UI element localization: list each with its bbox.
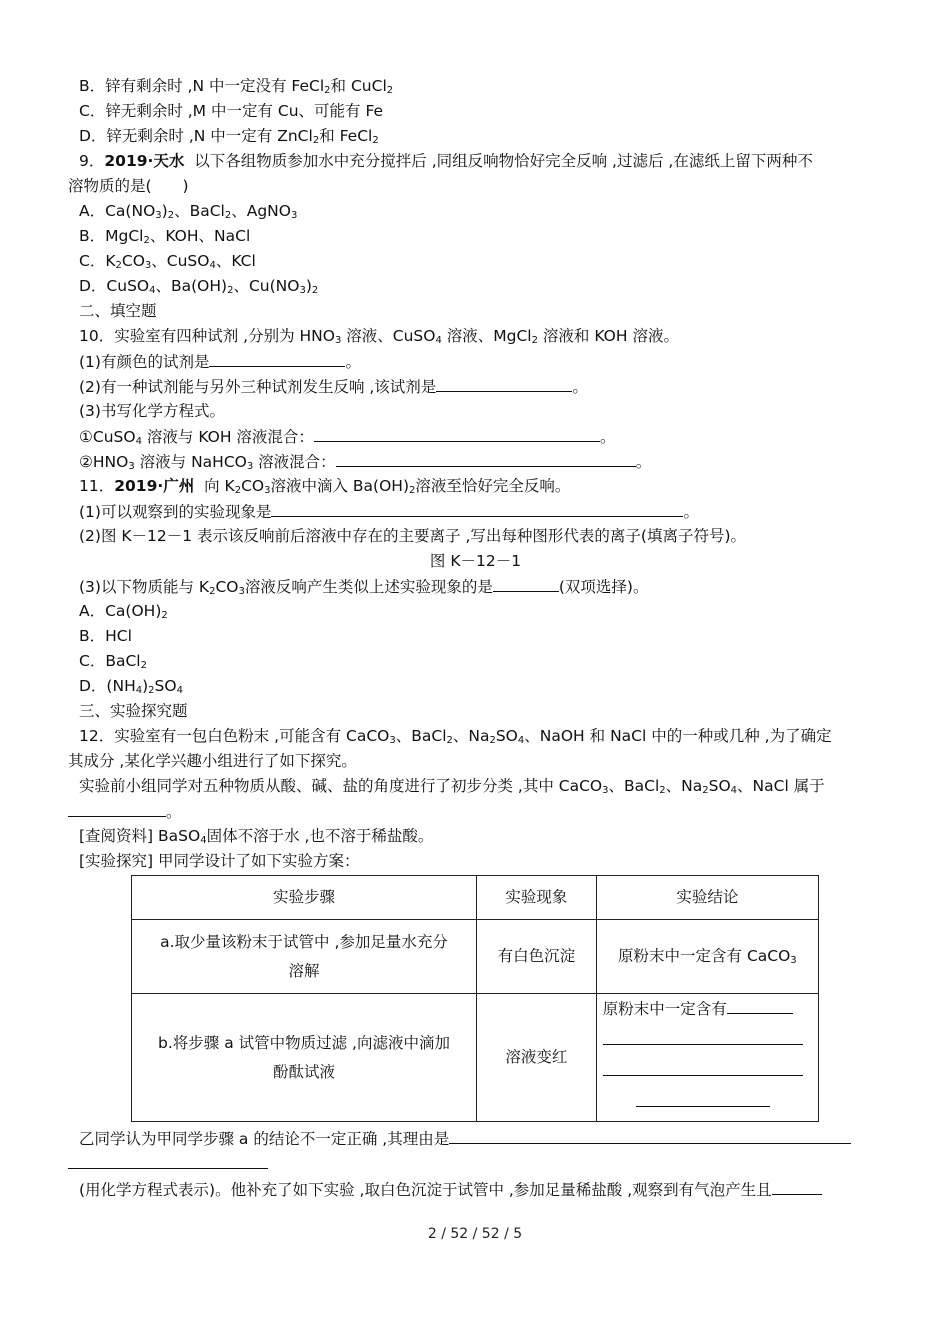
q8-option-b: B．锌有剩余时 ,N 中一定没有 FeCl$_2$和 CuCl$_2$ — [79, 77, 394, 96]
answer-blank[interactable] — [271, 499, 683, 517]
q11-option-c: C．BaCl$_2$ — [79, 652, 147, 671]
figure-caption: 图 K－12－1 — [429, 552, 522, 570]
q9-stem: 9．2019·天水 以下各组物质参加水中充分搅拌后 ,同组反响物恰好完全反响 ,过滤后 ,在滤纸上留下两种不 — [79, 152, 813, 170]
answer-blank[interactable] — [449, 1126, 851, 1144]
section-fill-blank: 二、填空题 — [79, 302, 157, 320]
q11-option-d: D．$(NH_4)_2SO_4$ — [79, 677, 183, 696]
header-steps: 实验步骤 — [132, 876, 477, 920]
q8-option-c: C．锌无剩余时 ,M 中一定有 Cu、可能有 Fe — [79, 102, 384, 120]
q12-info: [查阅资料] BaSO$_4$固体不溶于水 ,也不溶于稀盐酸。 — [79, 827, 434, 846]
answer-blank[interactable] — [436, 374, 572, 392]
q8-option-d: D．锌无剩余时 ,N 中一定有 ZnCl$_2$和 FeCl$_2$ — [79, 127, 379, 146]
header-conclusion: 实验结论 — [596, 876, 818, 920]
answer-blank[interactable] — [68, 799, 166, 817]
phenomenon-cell: 有白色沉淀 — [477, 920, 597, 994]
q12-explore: [实验探究] 甲同学设计了如下实验方案： — [79, 852, 360, 870]
conclusion-cell: 原粉末中一定含有 CaCO$_3$ — [596, 920, 818, 994]
phenomenon-cell: 溶液变红 — [477, 994, 597, 1122]
answer-blank[interactable] — [636, 1089, 770, 1107]
answer-blank[interactable] — [68, 1151, 268, 1169]
q12-stem-cont: 其成分 ,某化学兴趣小组进行了如下探究。 — [68, 752, 357, 770]
q9-option-d: D．CuSO$_4$、$Ba(OH)_2$、$Cu(NO_3)_2$ — [79, 277, 319, 296]
header-phenomenon: 实验现象 — [477, 876, 597, 920]
conclusion-cell: 原粉末中一定含有 — [596, 994, 818, 1122]
q12-stem: 12．实验室有一包白色粉末 ,可能含有 CaCO$_3$、BaCl$_2$、$Na_2SO_4$、NaOH 和 NaCl 中的一种或几种 ,为了确定 — [79, 727, 832, 746]
q11-option-b: B．HCl — [79, 627, 132, 645]
q10-part3a: ①CuSO$_4$ 溶液与 KOH 溶液混合： 。 — [68, 424, 894, 449]
table-row — [132, 994, 819, 1122]
q11-part1: (1)可以观察到的实验现象是 。 — [68, 499, 894, 524]
answer-blank[interactable] — [493, 574, 559, 592]
answer-blank[interactable] — [727, 996, 793, 1014]
answer-blank[interactable] — [336, 449, 636, 467]
q9-option-a: A．$Ca(NO_3)_2$、BaCl$_2$、AgNO$_3$ — [79, 202, 298, 221]
section-experiment: 三、实验探究题 — [79, 702, 188, 720]
table-row — [132, 920, 819, 994]
q12-reason-cont — [68, 1151, 883, 1176]
q10-stem: 10．实验室有四种试剂 ,分别为 $HNO_3$ 溶液、CuSO$_4$ 溶液、MgCl$_2$ 溶液和 KOH 溶液。 — [79, 327, 679, 346]
q12-classify-blank: 。 — [68, 799, 883, 824]
page-number: 2 / 52 / 52 / 5 — [427, 1226, 523, 1242]
q9-source: 2019·天水 — [104, 152, 185, 170]
q12-reason: 乙同学认为甲同学步骤 a 的结论不一定正确 ,其理由是 — [68, 1126, 894, 1151]
answer-blank[interactable] — [603, 1058, 803, 1076]
q11-part2: (2)图 K－12－1 表示该反响前后溶液中存在的主要离子 ,写出每种图形代表的离子(填离子符号)。 — [79, 527, 747, 545]
q11-source: 2019·广州 — [114, 477, 195, 495]
step-cell: a.取少量该粉末于试管中 ,参加足量水充分 溶解 — [132, 920, 477, 994]
answer-blank[interactable] — [772, 1177, 822, 1195]
q12-followup: (用化学方程式表示)。他补充了如下实验 ,取白色沉淀于试管中 ,参加足量稀盐酸 ,观察到有气泡产生且 — [68, 1177, 894, 1202]
q11-option-a: A．$Ca(OH)_2$ — [79, 602, 168, 621]
q10-part2: (2)有一种试剂能与另外三种试剂发生反响 ,该试剂是 。 — [68, 374, 894, 399]
q10-part1: (1)有颜色的试剂是 。 — [68, 349, 894, 374]
answer-blank[interactable] — [603, 1027, 803, 1045]
answer-blank[interactable] — [314, 424, 600, 442]
q11-stem: 11．2019·广州 向 $K_2CO_3$溶液中滴入 $Ba(OH)_2$溶液至恰好完全反响。 — [79, 477, 571, 496]
step-cell: b.将步骤 a 试管中物质过滤 ,向滤液中滴加 酚酞试液 — [132, 994, 477, 1122]
q12-classify: 实验前小组同学对五种物质从酸、碱、盐的角度进行了初步分类 ,其中 CaCO$_3$、BaCl$_2$、$Na_2SO_4$、NaCl 属于 — [79, 777, 825, 796]
q9-option-c: C．$K_2CO_3$、CuSO$_4$、KCl — [79, 252, 256, 271]
table-header-row — [132, 876, 819, 920]
q9-stem-cont: 溶物质的是( ) — [68, 177, 189, 195]
answer-blank[interactable] — [209, 349, 345, 367]
experiment-table — [131, 875, 819, 1122]
q9-option-b: B．MgCl$_2$、KOH、NaCl — [79, 227, 251, 246]
q10-part3b: $②HNO_3$ 溶液与 NaHCO$_3$ 溶液混合： 。 — [68, 449, 894, 474]
q11-part3: (3)以下物质能与 $K_2CO_3$溶液反响产生类似上述实验现象的是 (双项选择)。 — [68, 574, 894, 599]
q10-part3: (3)书写化学方程式。 — [79, 402, 225, 420]
